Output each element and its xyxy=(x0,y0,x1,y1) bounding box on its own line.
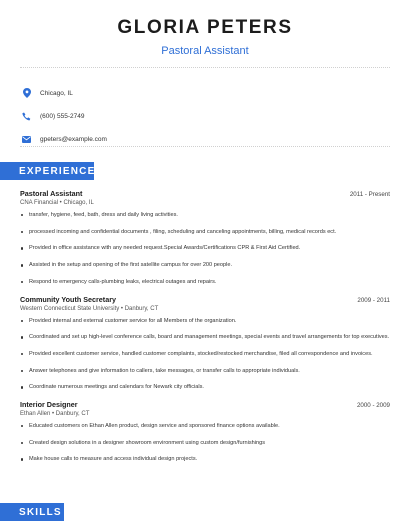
resume-header xyxy=(0,0,410,57)
email-icon xyxy=(22,135,31,144)
job-bullet: Created design solutions in a designer showroom environment using custom design/furnishings xyxy=(20,439,390,447)
job-organization: Western Connecticut State University • Danbury, CT xyxy=(20,305,159,312)
job-bullet: Make house calls to measure and access individual design projects. xyxy=(20,455,390,463)
contact-divider xyxy=(20,146,390,147)
contact-phone xyxy=(22,106,107,126)
contact-email-text: gpeters@example.com xyxy=(40,135,107,143)
job-bullets xyxy=(20,422,390,464)
contact-location-text: Chicago, IL xyxy=(40,89,73,97)
phone-icon xyxy=(22,112,31,121)
job-bullets xyxy=(20,317,390,392)
job-bullet: Respond to emergency calls-plumbing leaks, electrical outages and repairs. xyxy=(20,278,390,286)
job-bullets xyxy=(20,211,390,286)
job-title: Interior Designer xyxy=(20,400,78,410)
candidate-name: GLORIA PETERS xyxy=(117,17,293,38)
skills-section-header: SKILLS xyxy=(0,503,64,521)
experience-section xyxy=(20,189,390,472)
header-divider xyxy=(20,67,390,68)
job-bullet: Answer telephones and give information to callers, take messages, or transfer calls to appropriate individuals. xyxy=(20,367,390,375)
job-bullet: processed incoming and confidential documents , filing, scheduling and canceling appointments, billing, medical records ect. xyxy=(20,228,390,236)
job-entry xyxy=(20,400,390,464)
candidate-title: Pastoral Assistant xyxy=(161,45,249,57)
job-entry xyxy=(20,295,390,392)
job-organization: CNA Financial • Chicago, IL xyxy=(20,200,94,206)
job-bullet: Educated customers on Ethan Allen product, design service and sponsored finance options available. xyxy=(20,422,390,430)
job-dates: 2000 - 2009 xyxy=(356,402,390,410)
job-bullet: Provided in office assistance with any needed request.Special Awards/Certifications CPR & First Aid Certified. xyxy=(20,244,390,252)
job-bullet: transfer, hygiene, feed, bath, dress and daily living activities. xyxy=(20,211,390,219)
job-entry xyxy=(20,189,390,286)
contact-phone-text: (600) 555-2749 xyxy=(40,112,85,120)
job-bullet: Provided excellent customer service, handled customer complaints, stocked/restocked merchandise, filed all correspondence and invoices. xyxy=(20,350,390,358)
job-bullet: Provided internal and external customer service for all Members of the organization. xyxy=(20,317,390,325)
experience-section-header: EXPERIENCE xyxy=(0,162,94,180)
job-bullet: Assisted in the setup and opening of the first satellite campus for over 200 people. xyxy=(20,261,390,269)
contact-list xyxy=(22,83,107,152)
job-title: Pastoral Assistant xyxy=(20,189,83,198)
job-bullet: Coordinate numerous meetings and calendars for Newark city officials. xyxy=(20,383,390,391)
location-pin-icon xyxy=(22,89,31,98)
contact-location xyxy=(22,83,107,103)
job-bullet: Coordinated and set up high-level conference calls, board and management meetings, special events and travel arrangements for top executives. xyxy=(20,333,390,341)
job-dates: 2011 - Present xyxy=(349,191,390,198)
job-dates: 2009 - 2011 xyxy=(357,296,390,304)
job-title: Community Youth Secretary xyxy=(20,294,116,304)
job-organization: Ethan Allen • Danbury, CT xyxy=(20,411,90,418)
